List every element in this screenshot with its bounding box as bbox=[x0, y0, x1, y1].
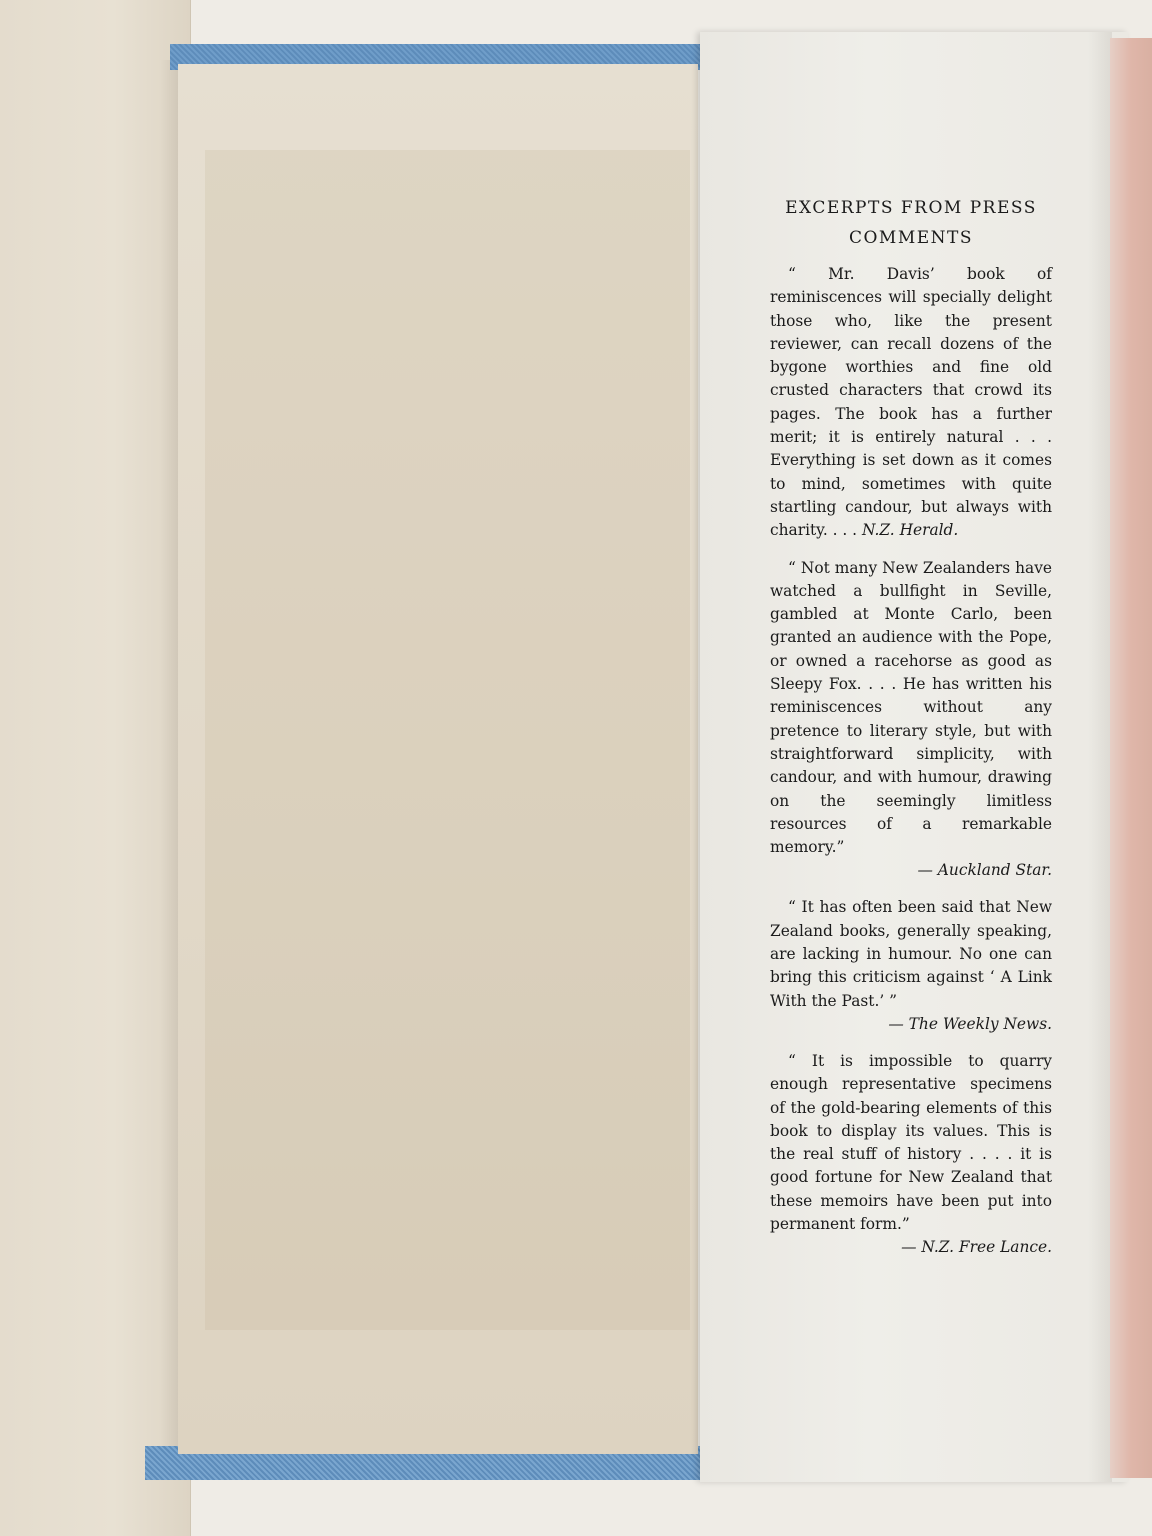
quote-2 bbox=[770, 557, 1052, 860]
quote-1 bbox=[770, 263, 1052, 543]
flap-heading bbox=[770, 193, 1052, 253]
quote-4-source: — N.Z. Free Lance. bbox=[901, 1238, 1052, 1257]
jacket-fold-shadow bbox=[1088, 32, 1112, 1482]
quote-1-source: N.Z. Herald. bbox=[861, 521, 959, 540]
heading-line-1: EXCERPTS FROM PRESS bbox=[785, 198, 1037, 218]
jacket-edge-strip bbox=[1110, 38, 1152, 1478]
quote-2-text: “ Not many New Zealanders have watched a bullfight in Seville, gambled at Monte Carlo, been granted an audience with the Pope, or owned a racehorse as good as Sleepy Fox. . . . He has written his reminiscences without any pretence to literary style, but with straightforward simplicity, with candour, and with humour, drawing on the seemingly limitless resources of a remarkable memory.” bbox=[770, 558, 1052, 857]
heading-line-2: COMMENTS bbox=[848, 228, 974, 248]
quote-1-text: “ Mr. Davis’ book of reminiscences will specially delight those who, like the present reviewer, can recall dozens of the bygone worthies and fine old crusted characters that crowd its pages. The book has a further merit; it is entirely natural . . . Everything is set down as it comes to mind, sometimes with quite startling candour, but always with charity. . . . bbox=[770, 265, 1052, 540]
press-excerpts bbox=[770, 193, 1052, 1273]
quote-3-text: “ It has often been said that New Zealand books, generally speaking, are lacking in humour. No one can bring this criticism against ‘ A Link With the Past.’ ” bbox=[770, 898, 1052, 1010]
quote-4 bbox=[770, 1050, 1052, 1236]
quote-4-text: “ It is impossible to quarry enough representative specimens of the gold-bearing elements of this book to display its values. This is the real stuff of history . . . . it is good fortune for New Zealand that these memoirs have been put into permanent form.” bbox=[770, 1051, 1052, 1233]
quote-3 bbox=[770, 896, 1052, 1012]
quote-2-source: — Auckland Star. bbox=[917, 861, 1052, 880]
endpaper-offset-stain bbox=[205, 150, 690, 1330]
quote-3-source: — The Weekly News. bbox=[888, 1014, 1052, 1033]
